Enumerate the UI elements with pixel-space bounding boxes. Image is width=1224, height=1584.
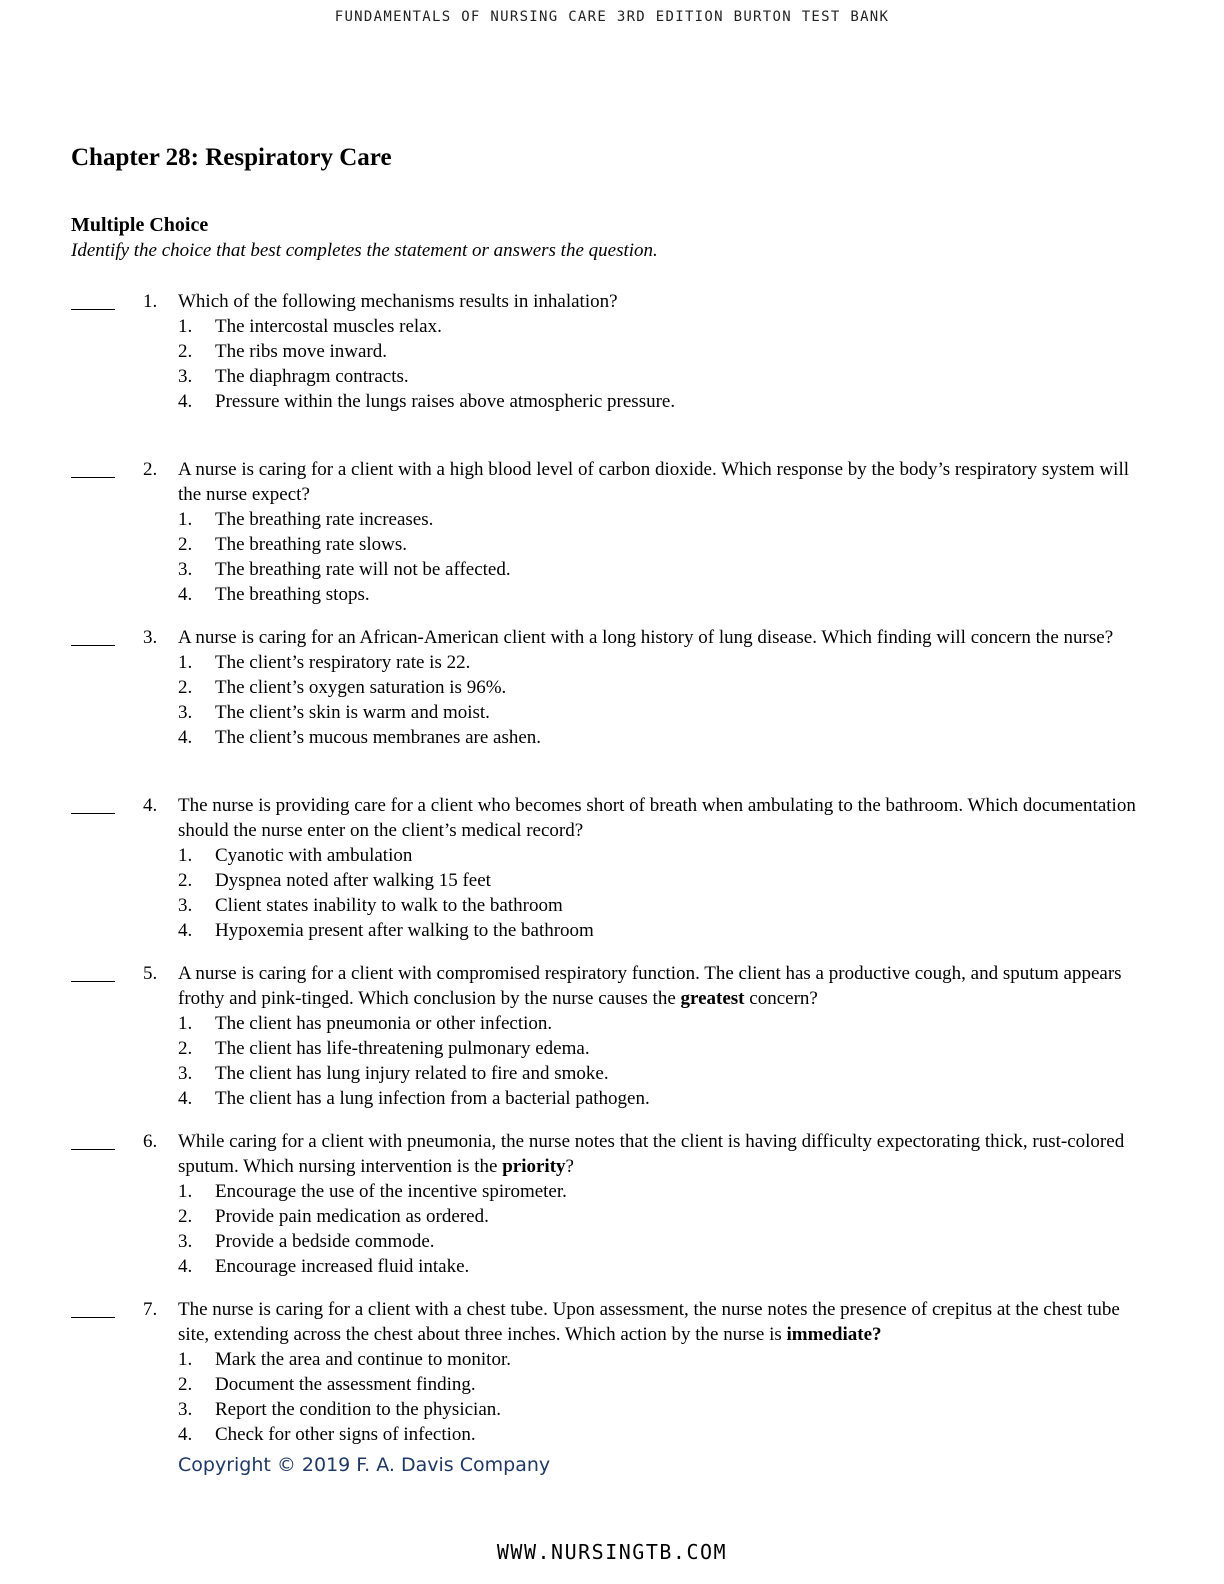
answer-option: [178, 1036, 1143, 1061]
question-text-segment: A nurse is caring for a client with a high blood level of carbon dioxide. Which response by the body’s respiratory system will the nurse expect?: [178, 459, 1130, 505]
answer-option: [178, 389, 1143, 414]
answer-option: [178, 1229, 1143, 1254]
answer-options: [178, 1347, 1143, 1447]
option-text: The breathing rate slows.: [215, 534, 408, 555]
answer-option: [178, 1254, 1143, 1279]
answer-option: [178, 725, 1143, 750]
answer-blank[interactable]: [71, 1317, 115, 1318]
option-text: The breathing stops.: [215, 584, 370, 605]
emphasis-text: greatest: [680, 988, 745, 1009]
answer-option: [178, 868, 1143, 893]
option-number: 4.: [178, 920, 193, 941]
answer-option: [178, 364, 1143, 389]
emphasis-text: priority: [502, 1156, 566, 1177]
answer-option: [178, 582, 1143, 607]
question-body: [178, 1297, 1143, 1447]
question-body: [178, 625, 1143, 750]
answer-option: [178, 532, 1143, 557]
question-body: [178, 793, 1143, 943]
answer-option: [178, 1372, 1143, 1397]
question-text-segment: While caring for a client with pneumonia, the nurse notes that the client is having difficulty expectorating thick, rust-colored sputum. Which nursing intervention is the: [178, 1131, 1125, 1177]
option-text: The diaphragm contracts.: [215, 366, 409, 387]
option-number: 4.: [178, 727, 193, 748]
option-number: 3.: [178, 366, 193, 387]
option-number: 3.: [178, 895, 193, 916]
answer-option: [178, 1011, 1143, 1036]
option-text: The breathing rate increases.: [215, 509, 434, 530]
answer-option: [178, 918, 1143, 943]
answer-option: [178, 314, 1143, 339]
page-header: FUNDAMENTALS OF NURSING CARE 3RD EDITION BURTON TEST BANK: [334, 9, 890, 25]
emphasis-text: immediate?: [786, 1324, 882, 1345]
option-text: Encourage the use of the incentive spirometer.: [215, 1181, 567, 1202]
question-text: [178, 457, 1143, 507]
question-body: [178, 457, 1143, 607]
answer-option: [178, 700, 1143, 725]
option-text: Dyspnea noted after walking 15 feet: [215, 870, 491, 891]
answer-option: [178, 675, 1143, 700]
option-text: The client has pneumonia or other infection.: [215, 1013, 553, 1034]
option-text: Document the assessment finding.: [215, 1374, 476, 1395]
option-text: Hypoxemia present after walking to the bathroom: [215, 920, 594, 941]
option-number: 4.: [178, 584, 193, 605]
option-number: 2.: [178, 534, 193, 555]
option-number: 1.: [178, 652, 193, 673]
option-text: The breathing rate will not be affected.: [215, 559, 511, 580]
option-text: Report the condition to the physician.: [215, 1399, 502, 1420]
question-number: 3.: [143, 627, 158, 648]
option-number: 2.: [178, 1206, 193, 1227]
question-item: [0, 289, 1224, 457]
question-text: [178, 1297, 1143, 1347]
section-title: Multiple Choice: [71, 214, 209, 236]
option-text: The client’s respiratory rate is 22.: [215, 652, 471, 673]
answer-option: [178, 843, 1143, 868]
answer-options: [178, 843, 1143, 943]
question-text-segment: A nurse is caring for a client with compromised respiratory function. The client has a productive cough, and sputum appears frothy and pink-tinged. Which conclusion by the nurse causes the: [178, 963, 1122, 1009]
option-text: Cyanotic with ambulation: [215, 845, 413, 866]
option-text: The ribs move inward.: [215, 341, 388, 362]
question-number: 6.: [143, 1131, 158, 1152]
question-number: 5.: [143, 963, 158, 984]
option-number: 1.: [178, 316, 193, 337]
chapter-title: Chapter 28: Respiratory Care: [71, 144, 392, 171]
option-number: 3.: [178, 1063, 193, 1084]
option-number: 4.: [178, 1256, 193, 1277]
answer-option: [178, 339, 1143, 364]
answer-blank[interactable]: [71, 981, 115, 982]
option-text: Check for other signs of infection.: [215, 1424, 476, 1445]
option-number: 2.: [178, 677, 193, 698]
option-text: Provide pain medication as ordered.: [215, 1206, 489, 1227]
option-text: The client’s oxygen saturation is 96%.: [215, 677, 507, 698]
question-text-segment: The nurse is caring for a client with a chest tube. Upon assessment, the nurse notes the presence of crepitus at the chest tube site, extending across the chest about three inches. Which action by the nurse is: [178, 1299, 1120, 1345]
option-text: The intercostal muscles relax.: [215, 316, 442, 337]
question-number: 1.: [143, 291, 158, 312]
option-text: The client has life-threatening pulmonary edema.: [215, 1038, 590, 1059]
answer-option: [178, 650, 1143, 675]
question-body: [178, 961, 1143, 1111]
option-number: 3.: [178, 559, 193, 580]
option-text: The client has lung injury related to fire and smoke.: [215, 1063, 609, 1084]
question-list: [0, 289, 1224, 1445]
question-text-segment: Which of the following mechanisms results in inhalation?: [178, 291, 618, 312]
answer-blank[interactable]: [71, 813, 115, 814]
answer-blank[interactable]: [71, 477, 115, 478]
option-number: 1.: [178, 1349, 193, 1370]
question-item: [0, 1129, 1224, 1297]
option-number: 1.: [178, 509, 193, 530]
answer-options: [178, 314, 1143, 414]
question-text: [178, 1129, 1143, 1179]
option-number: 4.: [178, 391, 193, 412]
answer-option: [178, 1397, 1143, 1422]
option-number: 2.: [178, 1038, 193, 1059]
option-text: The client’s skin is warm and moist.: [215, 702, 490, 723]
answer-blank[interactable]: [71, 645, 115, 646]
question-number: 4.: [143, 795, 158, 816]
question-text: [178, 961, 1143, 1011]
option-text: Client states inability to walk to the bathroom: [215, 895, 563, 916]
answer-option: [178, 1204, 1143, 1229]
option-number: 3.: [178, 702, 193, 723]
answer-blank[interactable]: [71, 309, 115, 310]
option-number: 1.: [178, 1013, 193, 1034]
question-item: [0, 457, 1224, 625]
question-body: [178, 289, 1143, 414]
question-text-segment: ?: [565, 1156, 574, 1177]
option-number: 4.: [178, 1424, 193, 1445]
option-number: 2.: [178, 341, 193, 362]
answer-option: [178, 1086, 1143, 1111]
question-number: 7.: [143, 1299, 158, 1320]
option-number: 4.: [178, 1088, 193, 1109]
answer-option: [178, 1179, 1143, 1204]
question-text: [178, 793, 1143, 843]
option-number: 3.: [178, 1399, 193, 1420]
option-number: 3.: [178, 1231, 193, 1252]
copyright-notice: Copyright © 2019 F. A. Davis Company: [178, 1454, 551, 1476]
question-number: 2.: [143, 459, 158, 480]
option-text: Encourage increased fluid intake.: [215, 1256, 470, 1277]
page-footer: WWW.NURSINGTB.COM: [496, 1540, 728, 1564]
answer-option: [178, 893, 1143, 918]
option-number: 1.: [178, 1181, 193, 1202]
option-text: Pressure within the lungs raises above atmospheric pressure.: [215, 391, 676, 412]
option-text: Mark the area and continue to monitor.: [215, 1349, 511, 1370]
question-text: [178, 625, 1143, 650]
answer-options: [178, 650, 1143, 750]
question-item: [0, 961, 1224, 1129]
question-text-segment: concern?: [744, 988, 818, 1009]
option-text: Provide a bedside commode.: [215, 1231, 435, 1252]
option-text: The client has a lung infection from a bacterial pathogen.: [215, 1088, 650, 1109]
option-number: 2.: [178, 870, 193, 891]
answer-option: [178, 507, 1143, 532]
answer-blank[interactable]: [71, 1149, 115, 1150]
option-number: 1.: [178, 845, 193, 866]
option-text: The client’s mucous membranes are ashen.: [215, 727, 542, 748]
answer-option: [178, 1347, 1143, 1372]
section-instruction: Identify the choice that best completes the statement or answers the question.: [71, 240, 658, 261]
question-text: [178, 289, 1143, 314]
question-text-segment: A nurse is caring for an African-American client with a long history of lung disease. Which finding will concern the nurse?: [178, 627, 1114, 648]
answer-option: [178, 1422, 1143, 1447]
question-item: [0, 625, 1224, 793]
option-number: 2.: [178, 1374, 193, 1395]
answer-option: [178, 557, 1143, 582]
question-text-segment: The nurse is providing care for a client who becomes short of breath when ambulating to the bathroom. Which documentation should the nurse enter on the client’s medical record?: [178, 795, 1136, 841]
question-body: [178, 1129, 1143, 1279]
question-item: [0, 793, 1224, 961]
answer-option: [178, 1061, 1143, 1086]
answer-options: [178, 507, 1143, 607]
answer-options: [178, 1179, 1143, 1279]
answer-options: [178, 1011, 1143, 1111]
